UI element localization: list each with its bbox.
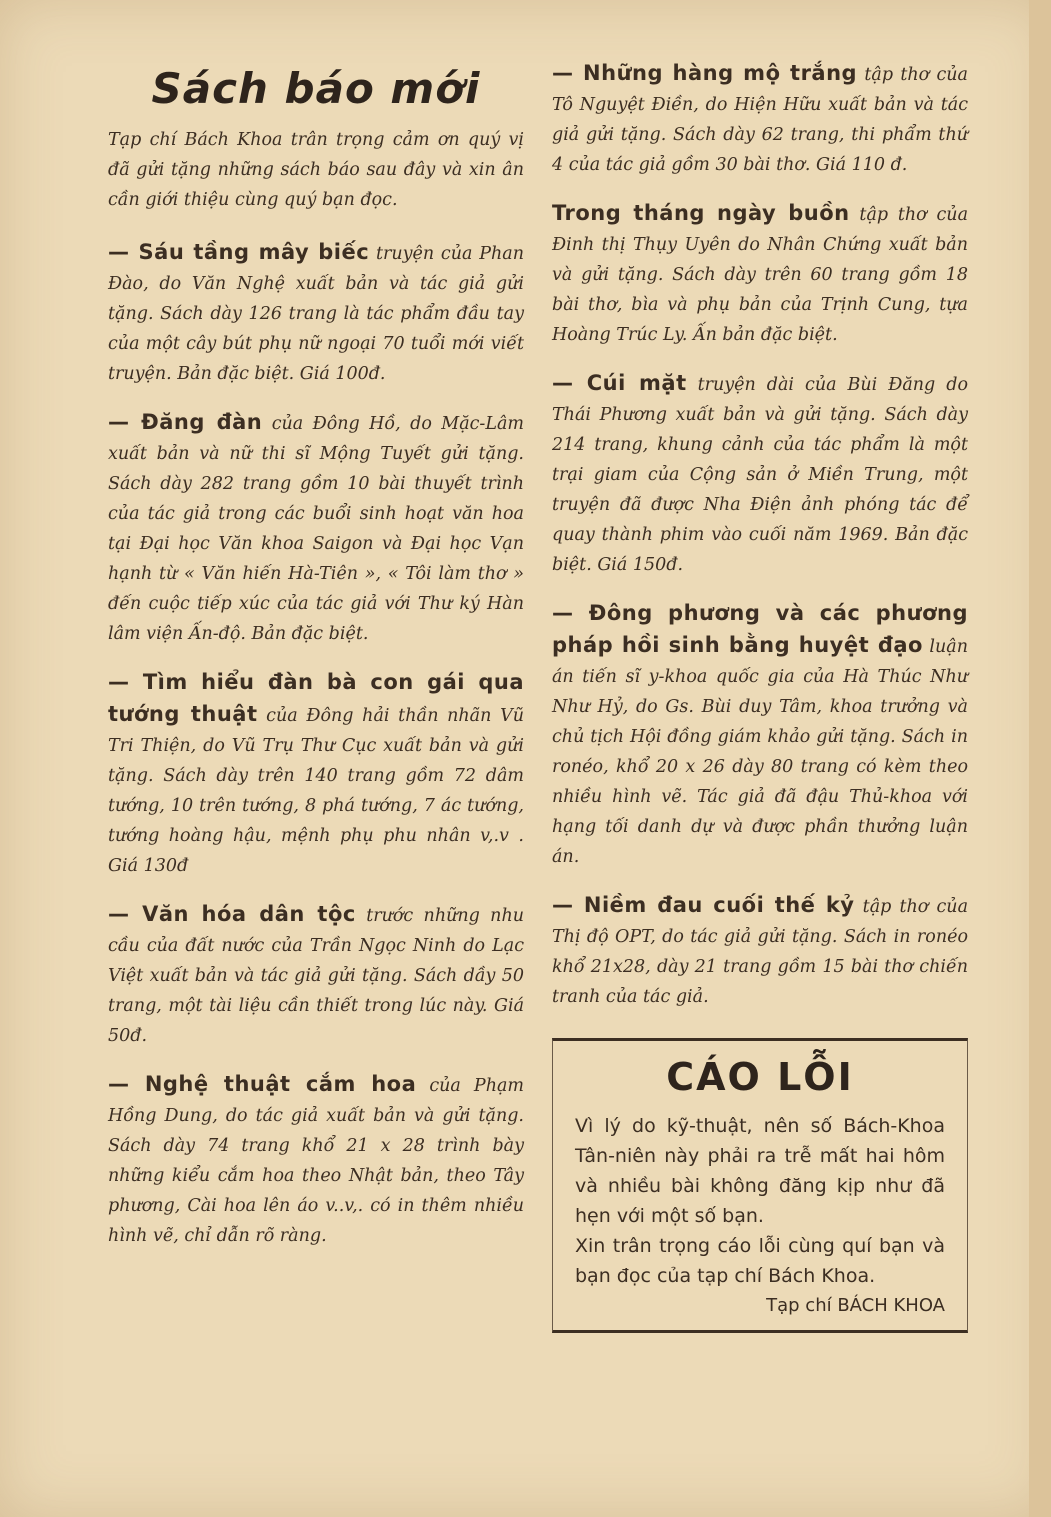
book-description: truyện của Phan Đào, do Văn Nghệ xuất bản và tác giả gửi tặng. Sách dày 126 trang là tác phẩm đầu tay của một cây bút phụ nữ ngoại 70 tuổi mới viết truyện. Bản đặc biệt. Giá 100đ.	[108, 244, 524, 384]
book-entry-cui-mat	[552, 368, 968, 580]
book-title: — Văn hóa dân tộc	[108, 902, 356, 926]
book-entry-dong-phuong	[552, 598, 968, 872]
book-entry-sau-tang-may-biec	[108, 237, 524, 389]
page-title: Sách báo mới	[151, 64, 481, 113]
book-description: của Phạm Hồng Dung, do tác giả xuất bản và gửi tặng. Sách dày 74 trang khổ 21 x 28 trình bày những kiểu cắm hoa theo Nhật bản, theo Tây phương, Cài hoa lên áo v..v,. có in thêm nhiều hình vẽ, chỉ dẫn rõ ràng.	[108, 1076, 524, 1246]
apology-notice-box	[552, 1038, 968, 1333]
book-entry-tim-hieu-dan-ba	[108, 667, 524, 881]
notice-body: Vì lý do kỹ-thuật, nên số Bách-Khoa Tân-niên này phải ra trễ mất hai hôm và nhiều bài không đăng kịp như đã hẹn với một số bạn.	[575, 1115, 945, 1227]
book-title: — Niềm đau cuối thế kỷ	[552, 893, 855, 917]
book-description: của Đông Hồ, do Mặc-Lâm xuất bản và nữ thi sĩ Mộng Tuyết gửi tặng. Sách dày 282 trang gồm 10 bài thuyết trình của tác giả trong các buổi sinh hoạt văn hoa tại Đại học Văn khoa Saigon và Đại học Vạn hạnh từ « Văn hiến Hà-Tiên », « Tôi làm thơ » đến cuộc tiếp xúc của tác giả với Thư ký Hàn lâm viện Ấn-độ. Bản đặc biệt.	[108, 414, 524, 644]
book-description: trước những nhu cầu của đất nước của Trần Ngọc Ninh do Lạc Việt xuất bản và tác giả gửi tặng. Sách dầy 50 trang, một tài liệu cần thiết trong lúc này. Giá 50đ.	[108, 906, 524, 1046]
book-title: — Sáu tầng mây biếc	[108, 240, 370, 264]
book-title: — Đăng đàn	[108, 410, 263, 434]
book-entry-niem-dau-cuoi-the-ky	[552, 890, 968, 1012]
notice-apology: Xin trân trọng cáo lỗi cùng quí bạn và bạn đọc của tạp chí Bách Khoa.	[575, 1235, 945, 1287]
book-title: — Cúi mặt	[552, 371, 687, 395]
notice-title: CÁO LỖI	[666, 1055, 854, 1099]
book-title: — Những hàng mộ trắng	[552, 61, 858, 85]
page-edge	[1029, 0, 1051, 1517]
book-description: luận án tiến sĩ y-khoa quốc gia của Hà Thúc Như Như Hỷ, do Gs. Bùi duy Tâm, khoa trưởng và chủ tịch Hội đồng giám khảo gửi tặng. Sách in ronéo, khổ 20 x 26 dày 80 trang có kèm theo nhiều hình vẽ. Tác giả đã đậu Thủ-khoa với hạng tối danh dự và được phần thưởng luận án.	[552, 637, 968, 867]
left-column	[108, 58, 524, 1269]
book-entry-nhung-hang-mo-trang	[552, 58, 968, 180]
book-description: tập thơ của Đinh thị Thụy Uyên do Nhân Chứng xuất bản và gửi tặng. Sách dày trên 60 trang gồm 18 bài thơ, bìa và phụ bản của Trịnh Cung, tựa Hoàng Trúc Ly. Ấn bản đặc biệt.	[552, 205, 968, 345]
book-entry-dang-dan	[108, 407, 524, 649]
book-title: Trong tháng ngày buồn	[552, 201, 850, 225]
book-description: tập thơ của Tô Nguyệt Điền, do Hiện Hữu xuất bản và tác giả gửi tặng. Sách dày 62 trang, thi phẩm thứ 4 của tác giả gồm 30 bài thơ. Giá 110 đ.	[552, 65, 968, 175]
book-title: — Tìm hiểu đàn bà con gái qua tướng thuật	[108, 670, 524, 726]
book-title: — Đông phương và các phương pháp hồi sinh bằng huyệt đạo	[552, 601, 968, 657]
notice-signature: Tạp chí BÁCH KHOA	[766, 1295, 945, 1316]
book-description: của Đông hải thần nhãn Vũ Tri Thiện, do Vũ Trụ Thư Cục xuất bản và gửi tặng. Sách dày trên 140 trang gồm 72 dâm tướng, 10 trên tướng, 8 phá tướng, 7 ác tướng, tướng hoàng hậu, mệnh phụ phu nhân v,.v . Giá 130đ	[108, 706, 524, 876]
book-entry-nghe-thuat-cam-hoa	[108, 1069, 524, 1251]
book-description: tập thơ của Thị độ OPT, do tác giả gửi tặng. Sách in ronéo khổ 21x28, dày 21 trang gồm 15 bài thơ chiến tranh của tác giả.	[552, 897, 968, 1007]
book-entry-van-hoa-dan-toc	[108, 899, 524, 1051]
intro-paragraph: Tạp chí Bách Khoa trân trọng cảm ơn quý vị đã gửi tặng những sách báo sau đây và xin ân cần giới thiệu cùng quý bạn đọc.	[108, 130, 524, 210]
book-entry-trong-thang-ngay-buon	[552, 198, 968, 350]
book-description: truyện dài của Bùi Đăng do Thái Phương xuất bản và gửi tặng. Sách dày 214 trang, khung cảnh của tác phẩm là một trại giam của Cộng sản ở Miền Trung, một truyện đã được Nha Điện ảnh phóng tác để quay thành phim vào cuối năm 1969. Bản đặc biệt. Giá 150đ.	[552, 375, 968, 575]
right-column	[552, 58, 968, 1333]
book-title: — Nghệ thuật cắm hoa	[108, 1072, 417, 1096]
